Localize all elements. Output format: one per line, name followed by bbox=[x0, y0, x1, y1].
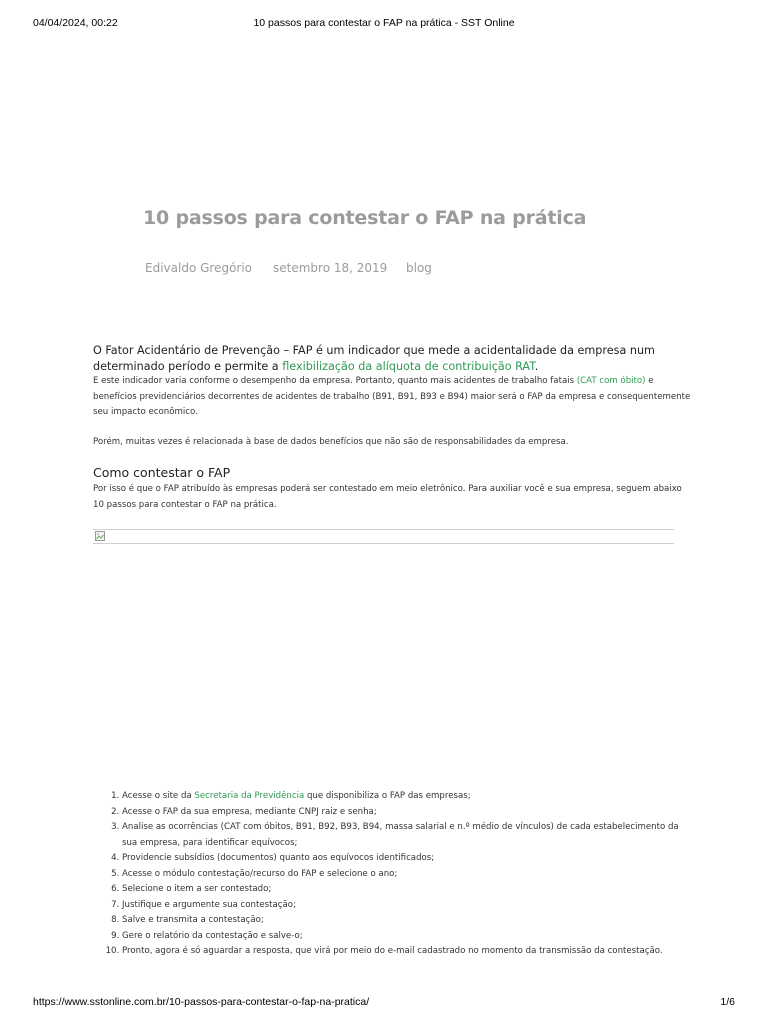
print-page-number: 1/6 bbox=[720, 996, 735, 1008]
cat-obito-link[interactable]: (CAT com óbito) bbox=[576, 376, 646, 386]
p1-end: e benefícios previdenciários decorrentes de acidentes de trabalho (B91, B91, B93 e B94) maior será o FAP da empresa e consequentemente seu impacto econômico. bbox=[93, 376, 691, 417]
print-header bbox=[0, 17, 768, 31]
section-heading: Como contestar o FAP bbox=[93, 465, 231, 480]
list-item: 5. Acesse o módulo contestação/recurso do FAP e selecione o ano; bbox=[122, 867, 682, 883]
article-date: setembro 18, 2019 bbox=[273, 261, 388, 275]
lead-text: O Fator Acidentário de Prevenção – FAP é um indicador que mede a acidentalidade da empresa num determinado período e permite a bbox=[93, 344, 655, 373]
article-category-link[interactable]: blog bbox=[406, 261, 432, 275]
step1-pre: Acesse o site da bbox=[122, 791, 195, 801]
print-page-title: 10 passos para contestar o FAP na prática - SST Online bbox=[253, 17, 515, 29]
paragraph-intro-steps: Por isso é que o FAP atribuído às empresas poderá ser contestado em meio eletrônico. Para auxiliar você e sua empresa, seguem abaixo 10 passos para contestar o FAP na prática. bbox=[93, 484, 682, 510]
steps-list bbox=[93, 789, 682, 960]
print-url: https://www.sstonline.com.br/10-passos-para-contestar-o-fap-na-pratica/ bbox=[33, 996, 370, 1008]
list-item: 6. Selecione o item a ser contestado; bbox=[122, 882, 682, 898]
step1-post: que disponibiliza o FAP das empresas; bbox=[304, 791, 471, 801]
print-footer bbox=[0, 996, 768, 1010]
broken-image bbox=[93, 529, 674, 544]
broken-image-icon bbox=[95, 531, 105, 541]
list-item bbox=[122, 789, 682, 805]
list-item: 7. Justifique e argumente sua contestação; bbox=[122, 898, 682, 914]
rat-link[interactable]: flexibilização da alíquota de contribuição RAT bbox=[282, 360, 535, 373]
p1-text: E este indicador varia conforme o desempenho da empresa. Portanto, quanto mais acidentes de trabalho fatais bbox=[93, 376, 577, 386]
paragraph-base-dados: Porém, muitas vezes é relacionada à base de dados benefícios que não são de responsabilidades da empresa. bbox=[93, 437, 569, 447]
list-item: 10. Pronto, agora é só aguardar a resposta, que virá por meio do e-mail cadastrado no momento da transmissão da contestação. bbox=[122, 944, 682, 960]
list-item: 8. Salve e transmita a contestação; bbox=[122, 913, 682, 929]
lead-end: . bbox=[534, 360, 539, 373]
list-item: 3. Analise as ocorrências (CAT com óbitos, B91, B92, B93, B94, massa salarial e n.º médio de vínculos) de cada estabelecimento da sua empresa, para identificar equívocos; bbox=[122, 820, 682, 851]
article-title: 10 passos para contestar o FAP na prática bbox=[143, 207, 587, 229]
list-item: 4. Providencie subsídios (documentos) quanto aos equívocos identificados; bbox=[122, 851, 682, 867]
print-datetime: 04/04/2024, 00:22 bbox=[33, 17, 118, 29]
list-item: 2. Acesse o FAP da sua empresa, mediante CNPJ raiz e senha; bbox=[122, 805, 682, 821]
lead-paragraph bbox=[93, 343, 683, 375]
list-item: 9. Gere o relatório da contestação e salve-o; bbox=[122, 929, 682, 945]
secretaria-previdencia-link[interactable]: Secretaria da Previdência bbox=[194, 791, 305, 801]
article-author[interactable]: Edivaldo Gregório bbox=[145, 261, 253, 275]
paragraph-desempenho bbox=[93, 374, 693, 421]
